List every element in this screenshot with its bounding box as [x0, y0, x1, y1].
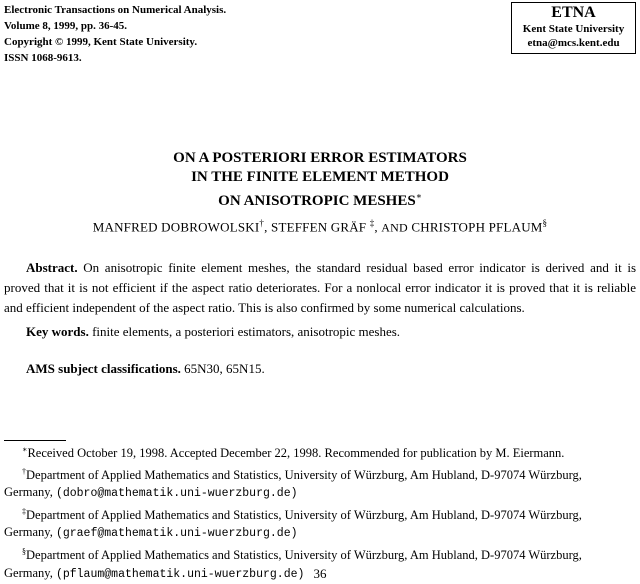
footnote-1-line2 — [4, 484, 636, 503]
abstract — [4, 258, 636, 318]
footnote-received-text: Received October 19, 1998. Accepted December 22, 1998. Recommended for publication by M. Eiermann. — [27, 446, 565, 461]
title-line-3-wrap — [0, 187, 640, 211]
footnote-received — [4, 441, 636, 463]
etna-email: etna@mcs.kent.edu — [527, 37, 620, 49]
keywords-label: Key words. — [26, 324, 89, 339]
footnote-1-country: Germany, — [4, 485, 56, 500]
author-separator: , — [374, 219, 382, 235]
journal-header — [4, 2, 226, 66]
ams-label: AMS subject classifications. — [26, 361, 181, 376]
footnote-3-country: Germany, — [4, 565, 56, 580]
volume-info: Volume 8, 1999, pp. 36-45. — [4, 20, 128, 32]
author-2: , STEFFEN GRÄF — [264, 219, 370, 235]
footnotes — [4, 441, 636, 583]
title-line-3: ON ANISOTROPIC MESHES — [218, 193, 416, 209]
author-3: CHRISTOPH PFLAUM — [407, 219, 543, 235]
footnote-1-email[interactable]: (dobro@mathematik.uni-wuerzburg.de) — [55, 487, 298, 501]
footnote-2-email[interactable]: (graef@mathematik.uni-wuerzburg.de) — [55, 527, 298, 541]
journal-name: Electronic Transactions on Numerical Analysis. — [4, 4, 227, 16]
footnote-1-mark: † — [22, 466, 26, 476]
footnote-2-line2 — [4, 524, 636, 543]
keywords — [4, 322, 636, 342]
footnote-3-text: Department of Applied Mathematics and Statistics, University of Würzburg, Am Hubland, D-97074 Würzburg, — [26, 548, 582, 563]
copyright-line: Copyright © 1999, Kent State University. — [4, 36, 198, 48]
author-2-mark: ‡ — [369, 218, 375, 228]
footnote-2-text: Department of Applied Mathematics and Statistics, University of Würzburg, Am Hubland, D-97074 Würzburg, — [26, 507, 582, 522]
footnote-3-mark: § — [22, 546, 26, 556]
footnote-author-3 — [4, 543, 636, 565]
author-3-mark: § — [542, 218, 548, 228]
issn-line: ISSN 1068-9613. — [4, 52, 82, 64]
footnote-3-email[interactable]: (pflaum@mathematik.uni-wuerzburg.de) — [55, 567, 305, 581]
abstract-label: Abstract. — [26, 260, 78, 275]
paper-title — [0, 149, 640, 211]
page-number: 36 — [313, 566, 327, 581]
title-line-1: ON A POSTERIORI ERROR ESTIMATORS — [173, 150, 467, 166]
keywords-text: finite elements, a posteriori estimators, anisotropic meshes. — [92, 324, 401, 339]
author-1-mark: † — [259, 218, 265, 228]
author-list — [0, 218, 640, 235]
footnote-received-mark: ∗ — [22, 445, 28, 454]
abstract-text: On anisotropic finite element meshes, the standard residual based error indicator is derived and it is proved that it is not efficient if the aspect ratio deteriorates. For a nonlocal error indicator it is proved that it is reliable and efficient independent of the aspect ratio. This is also confirmed by some numerical calculations. — [4, 260, 637, 315]
author-and: AND — [381, 220, 408, 235]
title-footnote-mark: ∗ — [415, 191, 422, 201]
author-1: MANFRED DOBROWOLSKI — [92, 219, 260, 235]
ams-text: 65N30, 65N15. — [184, 361, 265, 376]
footnote-author-1 — [4, 463, 636, 485]
ams-classifications — [4, 359, 636, 379]
title-line-2: IN THE FINITE ELEMENT METHOD — [191, 169, 449, 185]
footnote-2-country: Germany, — [4, 525, 56, 540]
etna-university: Kent State University — [522, 23, 625, 35]
footnote-author-2 — [4, 503, 636, 525]
footnote-1-text: Department of Applied Mathematics and Statistics, University of Würzburg, Am Hubland, D-97074 Würzburg, — [26, 467, 582, 482]
etna-box — [511, 2, 636, 54]
footnote-2-mark: ‡ — [22, 506, 26, 516]
etna-title: ETNA — [551, 4, 596, 21]
